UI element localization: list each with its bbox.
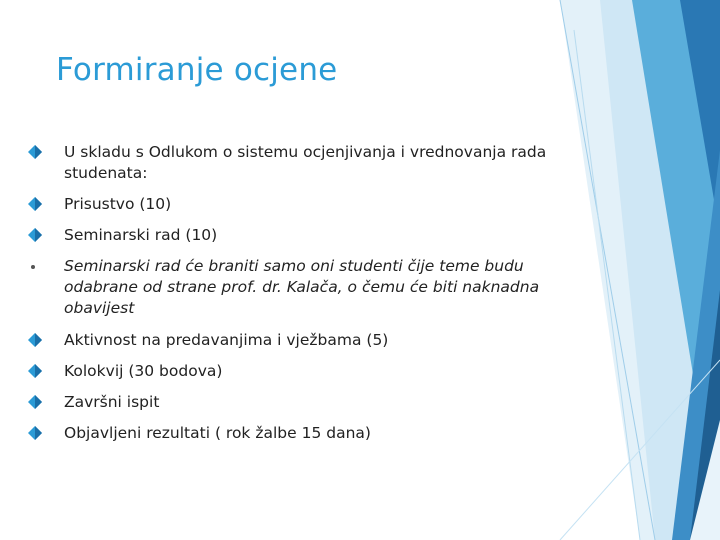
diamond-arrow-icon (28, 333, 42, 347)
bullet-text: Seminarski rad (10) (64, 226, 218, 244)
diamond-arrow-icon (28, 395, 42, 409)
bullet-item (28, 225, 588, 246)
small-dot-icon (31, 265, 35, 269)
diamond-arrow-icon (28, 426, 42, 440)
bullet-item (28, 423, 588, 444)
bullet-item (28, 330, 588, 351)
bullet-item (28, 361, 588, 382)
bullet-item (28, 256, 588, 319)
bullet-text: Završni ispit (64, 393, 160, 411)
diamond-arrow-icon (28, 145, 42, 159)
bullet-text: Seminarski rad će braniti samo oni studenti čije teme budu odabrane od strane prof. dr. Kalača, o čemu će biti naknadna obavijest (64, 257, 540, 317)
bullet-item (28, 392, 588, 413)
diamond-arrow-icon (28, 228, 42, 242)
diamond-arrow-icon (28, 197, 42, 211)
bullet-item (28, 142, 588, 184)
bullet-text: Prisustvo (10) (64, 195, 172, 213)
bullet-list (28, 142, 588, 444)
bullet-text: Aktivnost na predavanjima i vježbama (5) (64, 331, 389, 349)
slide-title: Formiranje ocjene (56, 52, 338, 88)
bullet-text: Kolokvij (30 bodova) (64, 362, 223, 380)
diamond-arrow-icon (28, 364, 42, 378)
bullet-item (28, 194, 588, 215)
bullet-text: Objavljeni rezultati ( rok žalbe 15 dana) (64, 424, 371, 442)
bullet-text: U skladu s Odlukom o sistemu ocjenjivanja i vrednovanja rada studenata: (64, 143, 547, 182)
